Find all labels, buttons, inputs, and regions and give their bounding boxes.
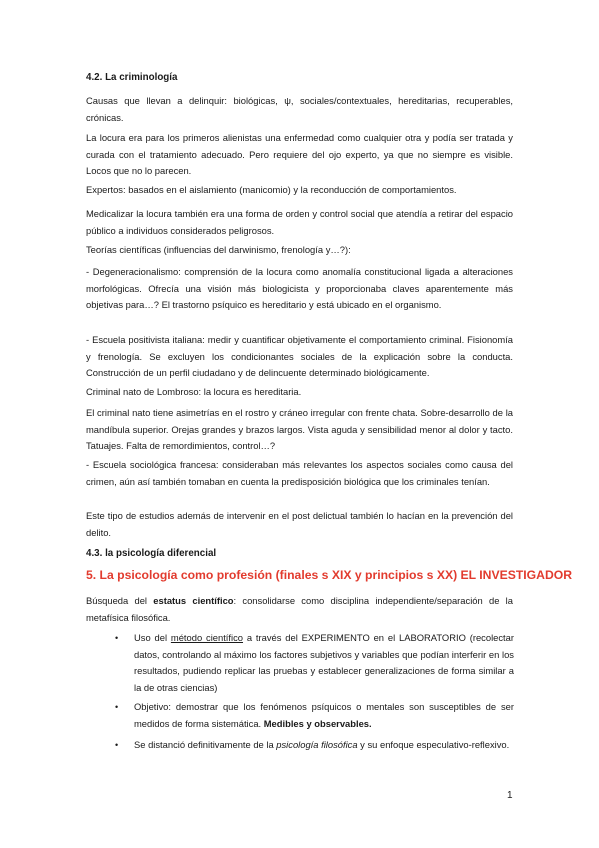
bullet-2: • — [115, 702, 119, 712]
paragraph-degeneracionalismo: - Degeneracionalismo: comprensión de la locura como anomalía constitucional ligada a alteraciones morfológicas. Ofrecía una visión más biologicista y proporcionaba claves aparentemente más objetivas para…? El trastorno psíquico es hereditario y está ubicado en el organismo. — [86, 266, 513, 310]
estatus-bold: estatus científico — [153, 595, 234, 606]
distancio-text-post: y su enfoque especulativo-reflexivo. — [357, 739, 510, 750]
page-number: 1 — [507, 790, 513, 801]
distancio-text-pre: Se distanció definitivamente de la — [134, 739, 277, 750]
bullet-3: • — [115, 740, 119, 750]
paragraph-prevencion: Este tipo de estudios además de intervenir en el post delictual también lo hacían en la prevención del delito. — [86, 510, 513, 538]
paragraph-locura: La locura era para los primeros alienistas una enfermedad como cualquier otra y podía ser tratada y curada con el tratamiento adecuado. Pero requiere del ojo experto, ya que no siempre es visible. Locos que no lo parecen. — [86, 132, 513, 176]
metodo-text-post: a través del EXPERIMENTO en el LABORATORIO (recolectar datos, controlando al máximo los factores subjetivos y variables que podían interferir en los resultados, pudiendo replicar las pruebas y establecer generalizaciones de forma similar a la de otras ciencias) — [134, 632, 514, 693]
bullet-item-distancio — [134, 737, 514, 754]
bullet-item-metodo — [134, 630, 514, 696]
estatus-text-post: : consolidarse como disciplina independiente/separación de la metafísica filosófica. — [86, 595, 513, 623]
heading-4-2: 4.2. La criminología — [86, 72, 178, 83]
paragraph-escuela-francesa: - Escuela sociológica francesa: consideraban más relevantes los aspectos sociales como causa del crimen, aún así también tomaban en cuenta la predisposición biológica que los criminales tenían. — [86, 459, 513, 487]
section-5-title: 5. La psicología como profesión (finales s XIX y principios s XX) EL INVESTIGADOR — [86, 568, 573, 582]
paragraph-causas: Causas que llevan a delinquir: biológicas, ψ, sociales/contextuales, hereditarias, recuperables, crónicas. — [86, 95, 513, 123]
paragraph-estatus — [86, 593, 513, 626]
paragraph-medicalizar: Medicalizar la locura también era una forma de orden y control social que atendía a retirar del espacio público a individuos considerados peligrosos. — [86, 208, 513, 236]
psicologia-filosofica-italic: psicología filosófica — [276, 739, 358, 750]
metodo-cientifico-link: método científico — [170, 632, 244, 643]
metodo-text-pre: Uso del — [134, 632, 171, 643]
paragraph-criminal-nato: El criminal nato tiene asimetrías en el rostro y cráneo irregular con frente chata. Sobre-desarrollo de la mandíbula superior. Orejas grandes y brazos largos. Vista aguda y sensibilidad menor al dolor y tacto. Tatuajes. Falta de remordimientos, control…? — [86, 407, 513, 451]
objetivo-text-pre: Objetivo: demostrar que los fenómenos psíquicos o mentales son susceptibles de ser medidos de forma sistemática. — [134, 701, 514, 729]
objetivo-bold: Medibles y observables. — [263, 717, 372, 729]
paragraph-lombroso: Criminal nato de Lombroso: la locura es hereditaria. — [86, 386, 302, 397]
heading-4-3: 4.3. la psicología diferencial — [86, 548, 217, 559]
paragraph-expertos: Expertos: basados en el aislamiento (manicomio) y la reconducción de comportamientos. — [86, 184, 457, 195]
estatus-text-pre: Búsqueda del — [86, 595, 154, 606]
paragraph-escuela-italiana: - Escuela positivista italiana: medir y cuantificar objetivamente el comportamiento criminal. Fisionomía y frenología. Se excluyen los condicionantes sociales de la explicación sobre la conducta. Construcción de un perfil ciudadano y de delincuente determinado biológicamente. — [86, 334, 513, 378]
bullet-item-objetivo — [134, 699, 514, 732]
paragraph-teorias: Teorías científicas (influencias del darwinismo, frenología y…?): — [86, 244, 351, 255]
bullet-1: • — [115, 633, 119, 643]
